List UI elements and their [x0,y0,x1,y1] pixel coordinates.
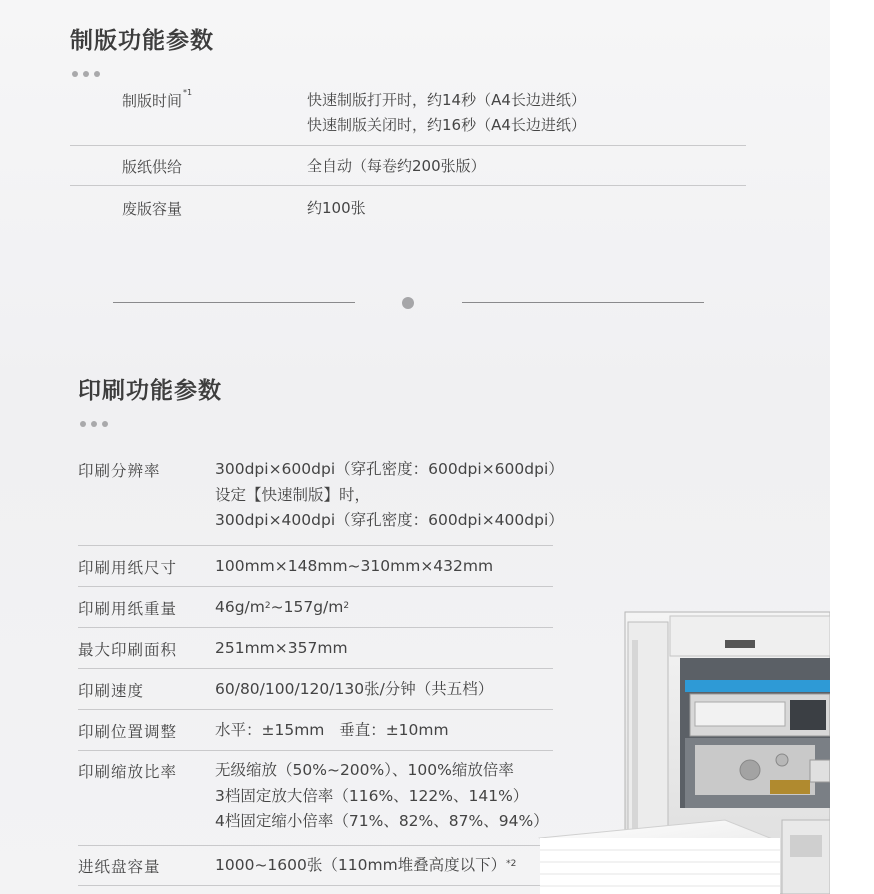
spec-label: 印刷缩放比率 [78,763,178,781]
spec-row-max-print-area [78,636,553,664]
row-divider [78,668,553,669]
spec-value: 约100张 [307,199,366,217]
spec-label: 印刷用纸尺寸 [78,559,178,577]
spec-row-plate-supply [70,154,746,184]
ellipsis-dots-icon [72,71,100,77]
spec-row-waste-capacity [70,196,746,226]
spec-value: 251mm×357mm [215,639,348,657]
spec-value: 全自动（每卷约200张版） [307,157,486,175]
spec-row-paper-weight [78,595,553,623]
page-margin [830,0,874,894]
spec-value: 水平：±15mm 垂直：±10mm [215,721,449,739]
spec-label: 进纸盘容量 [78,858,161,876]
ellipsis-dots-icon [80,421,108,427]
separator-line-right [462,302,704,303]
row-divider [78,885,553,886]
spec-label: 废版容量 [122,200,183,218]
spec-row-print-speed [78,677,553,705]
spec-label: 印刷分辨率 [78,462,161,480]
row-divider [70,185,746,186]
printer-graphic [520,610,830,894]
separator-line-left [113,302,355,303]
row-divider [70,145,746,146]
spec-row-platemaking-time [70,88,746,146]
section-title-platemaking: 制版功能参数 [70,28,214,54]
spec-row-zoom-ratio [78,758,553,838]
spec-row-resolution [78,457,564,543]
spec-value: 300dpi×600dpi（穿孔密度：600dpi×600dpi） 设定【快速制版】时， 300dpi×400dpi（穿孔密度：600dpi×400dpi） [215,460,564,529]
spec-value: 100mm×148mm~310mm×432mm [215,557,494,575]
section-title-printing: 印刷功能参数 [78,378,222,404]
row-divider [78,545,553,546]
spec-label: 最大印刷面积 [78,641,178,659]
spec-label: 印刷位置调整 [78,723,178,741]
spec-value: 无级缩放（50%~200%）、100%缩放倍率 3档固定放大倍率（116%、122%、141%） 4档固定缩小倍率（71%、82%、87%、94%） [215,761,549,830]
row-divider [78,586,553,587]
spec-value: 60/80/100/120/130张/分钟（共五档） [215,680,494,698]
spec-label: 印刷速度 [78,682,145,700]
spec-row-feed-tray-capacity [78,853,553,881]
row-divider [78,750,553,751]
spec-label: 制版时间$^{*1}$ [122,88,193,110]
spec-value: 快速制版打开时，约14秒（A4长边进纸） 快速制版关闭时，约16秒（A4长边进纸） [307,91,586,134]
row-divider [78,709,553,710]
spec-value: 1000~1600张（110mm堆叠高度以下）$^{*2}$ [215,856,517,874]
row-divider [78,627,553,628]
spec-label: 版纸供给 [122,158,183,176]
spec-label: 印刷用纸重量 [78,600,178,618]
row-divider [78,845,553,846]
spec-row-paper-size [78,554,553,582]
spec-value: $46g/m^2\sim 157g/m^2$ [215,598,350,616]
spec-row-position-adjust [78,718,553,746]
duplicator-printer-illustration [520,610,830,894]
dot-separator-icon [402,297,414,309]
